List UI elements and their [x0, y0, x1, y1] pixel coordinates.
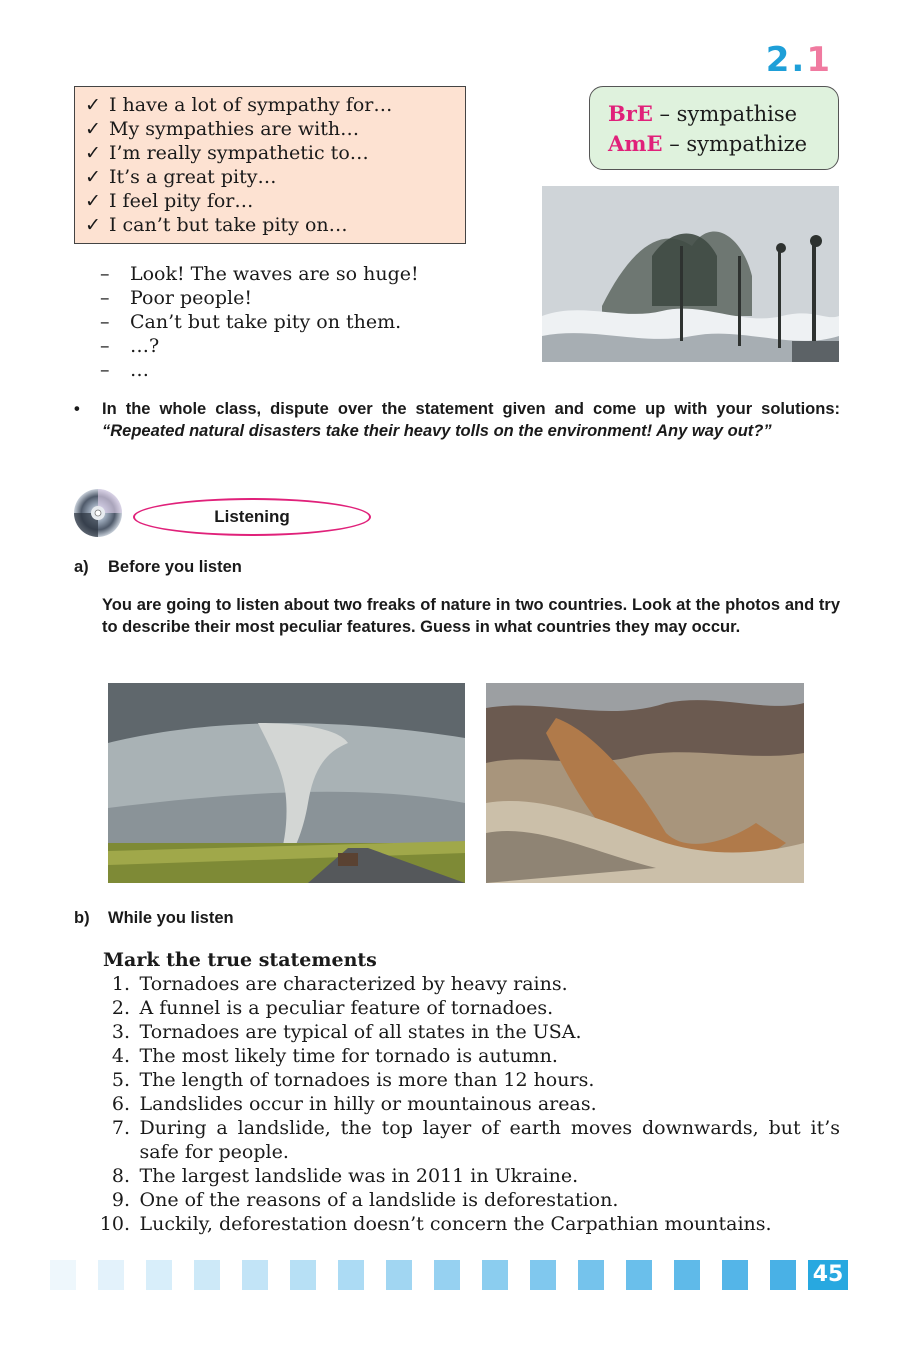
phrase-text: I can’t but take pity on… — [109, 214, 348, 236]
list-item — [88, 1020, 840, 1044]
check-icon: ✓ — [85, 142, 101, 164]
dialog-line — [100, 262, 419, 286]
phrase-row — [85, 117, 455, 141]
dialog-dash: – — [100, 335, 110, 357]
phrase-text: I have a lot of sympathy for… — [109, 94, 393, 116]
tornado-illustration — [108, 683, 465, 883]
discussion-intro: In the whole class, dispute over the statement given and come up with your solutions: — [102, 400, 840, 418]
statement-text: A funnel is a peculiar feature of tornadoes. — [139, 997, 554, 1019]
statement-text: The most likely time for tornado is autumn. — [139, 1045, 558, 1067]
while-marker: b) — [74, 909, 90, 927]
statement-text: Tornadoes are characterized by heavy rains. — [139, 973, 568, 995]
footer-square — [50, 1260, 76, 1290]
check-icon: ✓ — [85, 190, 101, 212]
cd-disc-icon — [73, 488, 123, 538]
spelling-bre — [608, 99, 838, 129]
spelling-ame — [608, 129, 838, 159]
statement-number: 1. — [111, 973, 130, 995]
section-minor: 1 — [806, 40, 832, 80]
discussion-quote: “Repeated natural disasters take their heavy tolls on the environment! Any way out?” — [102, 422, 772, 440]
dialog-line — [100, 334, 419, 358]
phrase-box — [74, 86, 466, 244]
ame-label: AmE — [608, 131, 663, 156]
dialog-text: Poor people! — [130, 287, 252, 309]
phrase-text: I’m really sympathetic to… — [109, 142, 369, 164]
list-item — [88, 1116, 840, 1164]
phrase-row — [85, 165, 455, 189]
check-icon: ✓ — [85, 166, 101, 188]
phrase-text: My sympathies are with… — [109, 118, 360, 140]
storm-waves-illustration — [542, 186, 839, 362]
statement-number: 8. — [111, 1165, 130, 1187]
statement-text: Luckily, deforestation doesn’t concern the Carpathian mountains. — [139, 1213, 772, 1235]
spelling-note — [589, 86, 839, 170]
footer-square — [434, 1260, 460, 1290]
dialog-line — [100, 310, 419, 334]
statement-text: Tornadoes are typical of all states in the USA. — [139, 1021, 582, 1043]
bre-word: – sympathise — [652, 102, 798, 126]
footer-square — [386, 1260, 412, 1290]
footer-square — [338, 1260, 364, 1290]
footer-square — [482, 1260, 508, 1290]
footer-square — [722, 1260, 748, 1290]
footer-square — [290, 1260, 316, 1290]
dialog-text: …? — [130, 335, 160, 357]
statements-title: Mark the true statements — [103, 949, 377, 971]
statement-text: One of the reasons of a landslide is deforestation. — [139, 1189, 619, 1211]
phrase-text: It’s a great pity… — [109, 166, 277, 188]
list-item — [88, 1212, 840, 1236]
statement-number: 5. — [111, 1069, 130, 1091]
check-icon: ✓ — [85, 94, 101, 116]
section-major: 2 — [765, 40, 792, 80]
landslide-photo — [486, 683, 804, 883]
list-item — [88, 996, 840, 1020]
phrase-row — [85, 213, 455, 237]
statement-number: 4. — [111, 1045, 130, 1067]
footer-square — [578, 1260, 604, 1290]
footer-square — [674, 1260, 700, 1290]
dialog-line — [100, 358, 419, 382]
check-icon: ✓ — [85, 118, 101, 140]
list-item — [88, 1164, 840, 1188]
while-title: While you listen — [108, 909, 234, 927]
list-item — [88, 972, 840, 996]
list-item — [88, 1092, 840, 1116]
statement-text: The largest landslide was in 2011 in Ukraine. — [139, 1165, 579, 1187]
landslide-illustration — [486, 683, 804, 883]
bullet-icon: • — [74, 400, 80, 418]
before-title: Before you listen — [108, 558, 242, 576]
listening-label: Listening — [133, 498, 371, 536]
dialog-dash: – — [100, 311, 110, 333]
before-marker: a) — [74, 558, 89, 576]
phrase-row — [85, 141, 455, 165]
footer-square — [770, 1260, 796, 1290]
statement-number: 7. — [111, 1117, 130, 1139]
ame-word: – sympathize — [662, 132, 808, 156]
footer-square — [530, 1260, 556, 1290]
tornado-photo — [108, 683, 465, 883]
section-number: 2.1 — [765, 40, 832, 80]
list-item — [88, 1044, 840, 1068]
statement-text: During a landslide, the top layer of earth moves downwards, but it’s safe for people. — [139, 1117, 840, 1163]
statement-number: 2. — [111, 997, 130, 1019]
page-number: 45 — [808, 1260, 848, 1290]
list-item — [88, 1068, 840, 1092]
phrase-row — [85, 93, 455, 117]
footer-decoration — [50, 1260, 800, 1290]
statement-text: The length of tornadoes is more than 12 hours. — [139, 1069, 595, 1091]
statement-number: 3. — [111, 1021, 130, 1043]
footer-square — [194, 1260, 220, 1290]
statements-list — [88, 972, 840, 1236]
check-icon: ✓ — [85, 214, 101, 236]
before-instructions: You are going to listen about two freaks of nature in two countries. Look at the photos and try to describe their most peculiar features. Guess in what countries they may occur. — [102, 596, 840, 636]
phrase-text: I feel pity for… — [109, 190, 254, 212]
statement-number: 6. — [111, 1093, 130, 1115]
footer-square — [98, 1260, 124, 1290]
discussion-task — [102, 398, 840, 442]
statement-text: Landslides occur in hilly or mountainous areas. — [139, 1093, 597, 1115]
footer-square — [626, 1260, 652, 1290]
footer-square — [242, 1260, 268, 1290]
dialog-dash: – — [100, 263, 110, 285]
list-item — [88, 1188, 840, 1212]
statement-number: 9. — [111, 1189, 130, 1211]
bre-label: BrE — [608, 101, 653, 126]
dialog-text: Look! The waves are so huge! — [130, 263, 419, 285]
statement-number: 10. — [99, 1213, 130, 1235]
dialog-dash: – — [100, 359, 110, 381]
dialog-lines — [100, 262, 419, 382]
storm-waves-photo — [542, 186, 839, 362]
dialog-line — [100, 286, 419, 310]
dialog-dash: – — [100, 287, 110, 309]
dialog-text: … — [130, 359, 149, 381]
dialog-text: Can’t but take pity on them. — [130, 311, 402, 333]
phrase-row — [85, 189, 455, 213]
footer-square — [146, 1260, 172, 1290]
